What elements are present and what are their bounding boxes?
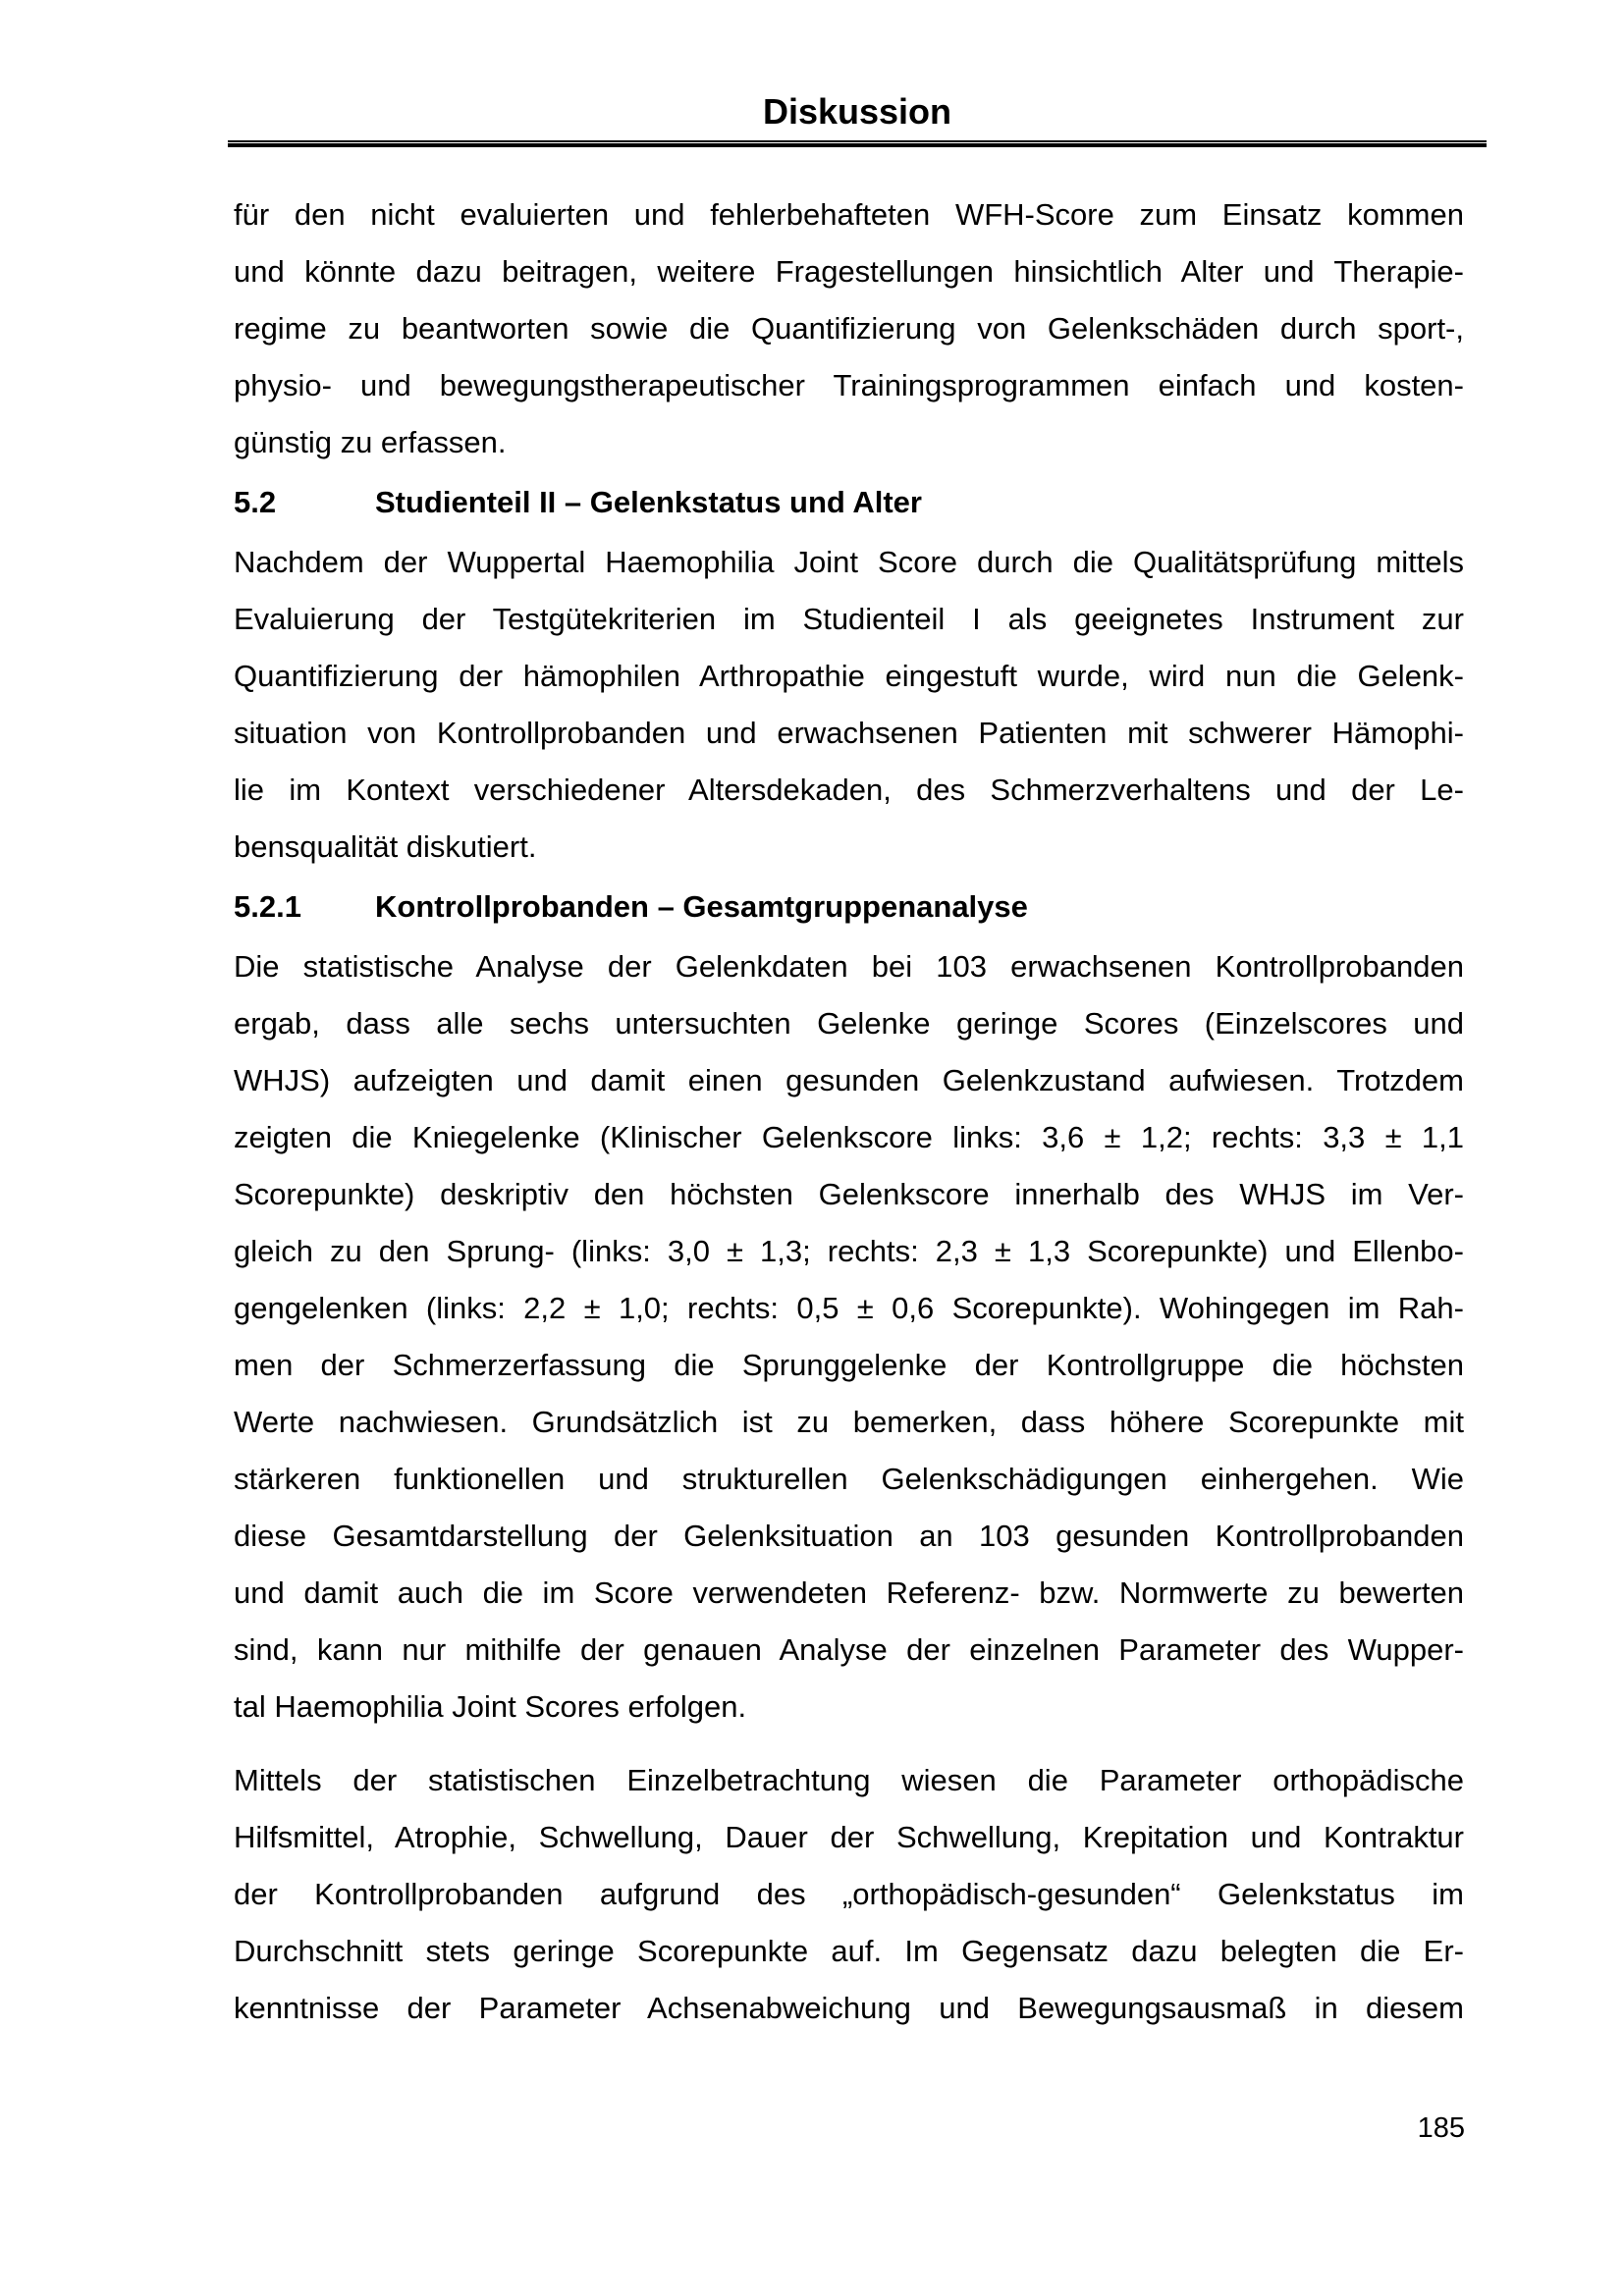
text-line: lie im Kontext verschiedener Altersdekaden, des Schmerzverhaltens und der Le- (234, 773, 1464, 807)
section-number: 5.2 (234, 485, 277, 519)
page-number: 185 (1417, 2112, 1465, 2144)
document-body (234, 187, 1464, 2037)
section-title: Kontrollprobanden – Gesamtgruppenanalyse (375, 889, 1028, 924)
text-line: Quantifizierung der hämophilen Arthropathie eingestuft wurde, wird nun die Gelenk- (234, 659, 1464, 693)
text-line: gengelenken (links: 2,2 ± 1,0; rechts: 0,5 ± 0,6 Scorepunkte). Wohingegen im Rah- (234, 1291, 1464, 1325)
text-line: der Kontrollprobanden aufgrund des „orthopädisch-gesunden“ Gelenkstatus im (234, 1877, 1464, 1911)
text-line: ergab, dass alle sechs untersuchten Gelenke geringe Scores (Einzelscores und (234, 1006, 1464, 1041)
text-line: Evaluierung der Testgütekriterien im Studienteil I als geeignetes Instrument zur (234, 602, 1464, 636)
text-line: physio- und bewegungstherapeutischer Trainingsprogrammen einfach und kosten- (234, 368, 1464, 402)
text-line: und könnte dazu beitragen, weitere Fragestellungen hinsichtlich Alter und Therapie- (234, 254, 1464, 289)
text-line: Mittels der statistischen Einzelbetrachtung wiesen die Parameter orthopädische (234, 1763, 1464, 1797)
paragraph-gap (234, 1735, 1464, 1752)
text-line: für den nicht evaluierten und fehlerbehafteten WFH-Score zum Einsatz kommen (234, 197, 1464, 232)
text-line: stärkeren funktionellen und strukturellen Gelenkschädigungen einhergehen. Wie (234, 1462, 1464, 1496)
text-line: diese Gesamtdarstellung der Gelenksituation an 103 gesunden Kontrollprobanden (234, 1519, 1464, 1553)
paragraph-intro (234, 187, 1464, 471)
text-line: Scorepunkte) deskriptiv den höchsten Gelenkscore innerhalb des WHJS im Ver- (234, 1177, 1464, 1211)
text-line: tal Haemophilia Joint Scores erfolgen. (234, 1689, 747, 1724)
text-line: Nachdem der Wuppertal Haemophilia Joint Score durch die Qualitätsprüfung mittels (234, 545, 1464, 579)
text-line: und damit auch die im Score verwendeten Referenz- bzw. Normwerte zu bewerten (234, 1575, 1464, 1610)
text-line: situation von Kontrollprobanden und erwachsenen Patienten mit schwerer Hämophi- (234, 716, 1464, 750)
text-line: WHJS) aufzeigten und damit einen gesunden Gelenkzustand aufwiesen. Trotzdem (234, 1063, 1464, 1097)
text-line: bensqualität diskutiert. (234, 829, 537, 864)
text-line: Durchschnitt stets geringe Scorepunkte auf. Im Gegensatz dazu belegten die Er- (234, 1934, 1464, 1968)
text-line: kenntnisse der Parameter Achsenabweichung und Bewegungsausmaß in diesem (234, 1991, 1464, 2025)
section-number: 5.2.1 (234, 889, 301, 924)
text-line: regime zu beantworten sowie die Quantifizierung von Gelenkschäden durch sport-, (234, 311, 1464, 346)
running-header-title: Diskussion (762, 91, 952, 132)
text-line: gleich zu den Sprung- (links: 3,0 ± 1,3; rechts: 2,3 ± 1,3 Scorepunkte) und Ellenbo- (234, 1234, 1464, 1268)
paragraph-section-5-2 (234, 534, 1464, 876)
text-line: sind, kann nur mithilfe der genauen Analyse der einzelnen Parameter des Wupper- (234, 1632, 1464, 1667)
section-heading-5-2-1 (234, 887, 1464, 927)
text-line: Hilfsmittel, Atrophie, Schwellung, Dauer der Schwellung, Krepitation und Kontraktur (234, 1820, 1464, 1854)
text-line: Werte nachwiesen. Grundsätzlich ist zu bemerken, dass höhere Scorepunkte mit (234, 1405, 1464, 1439)
paragraph-control-analysis (234, 938, 1464, 1735)
text-line: zeigten die Kniegelenke (Klinischer Gelenkscore links: 3,6 ± 1,2; rechts: 3,3 ± 1,1 (234, 1120, 1464, 1154)
text-line: günstig zu erfassen. (234, 425, 507, 459)
section-heading-5-2 (234, 483, 1464, 522)
section-title: Studienteil II – Gelenkstatus und Alter (375, 485, 922, 519)
text-line: men der Schmerzerfassung die Sprunggelenke der Kontrollgruppe die höchsten (234, 1348, 1464, 1382)
header-double-rule (228, 140, 1487, 147)
paragraph-parameter-analysis (234, 1752, 1464, 2037)
text-line: Die statistische Analyse der Gelenkdaten bei 103 erwachsenen Kontrollprobanden (234, 949, 1464, 984)
